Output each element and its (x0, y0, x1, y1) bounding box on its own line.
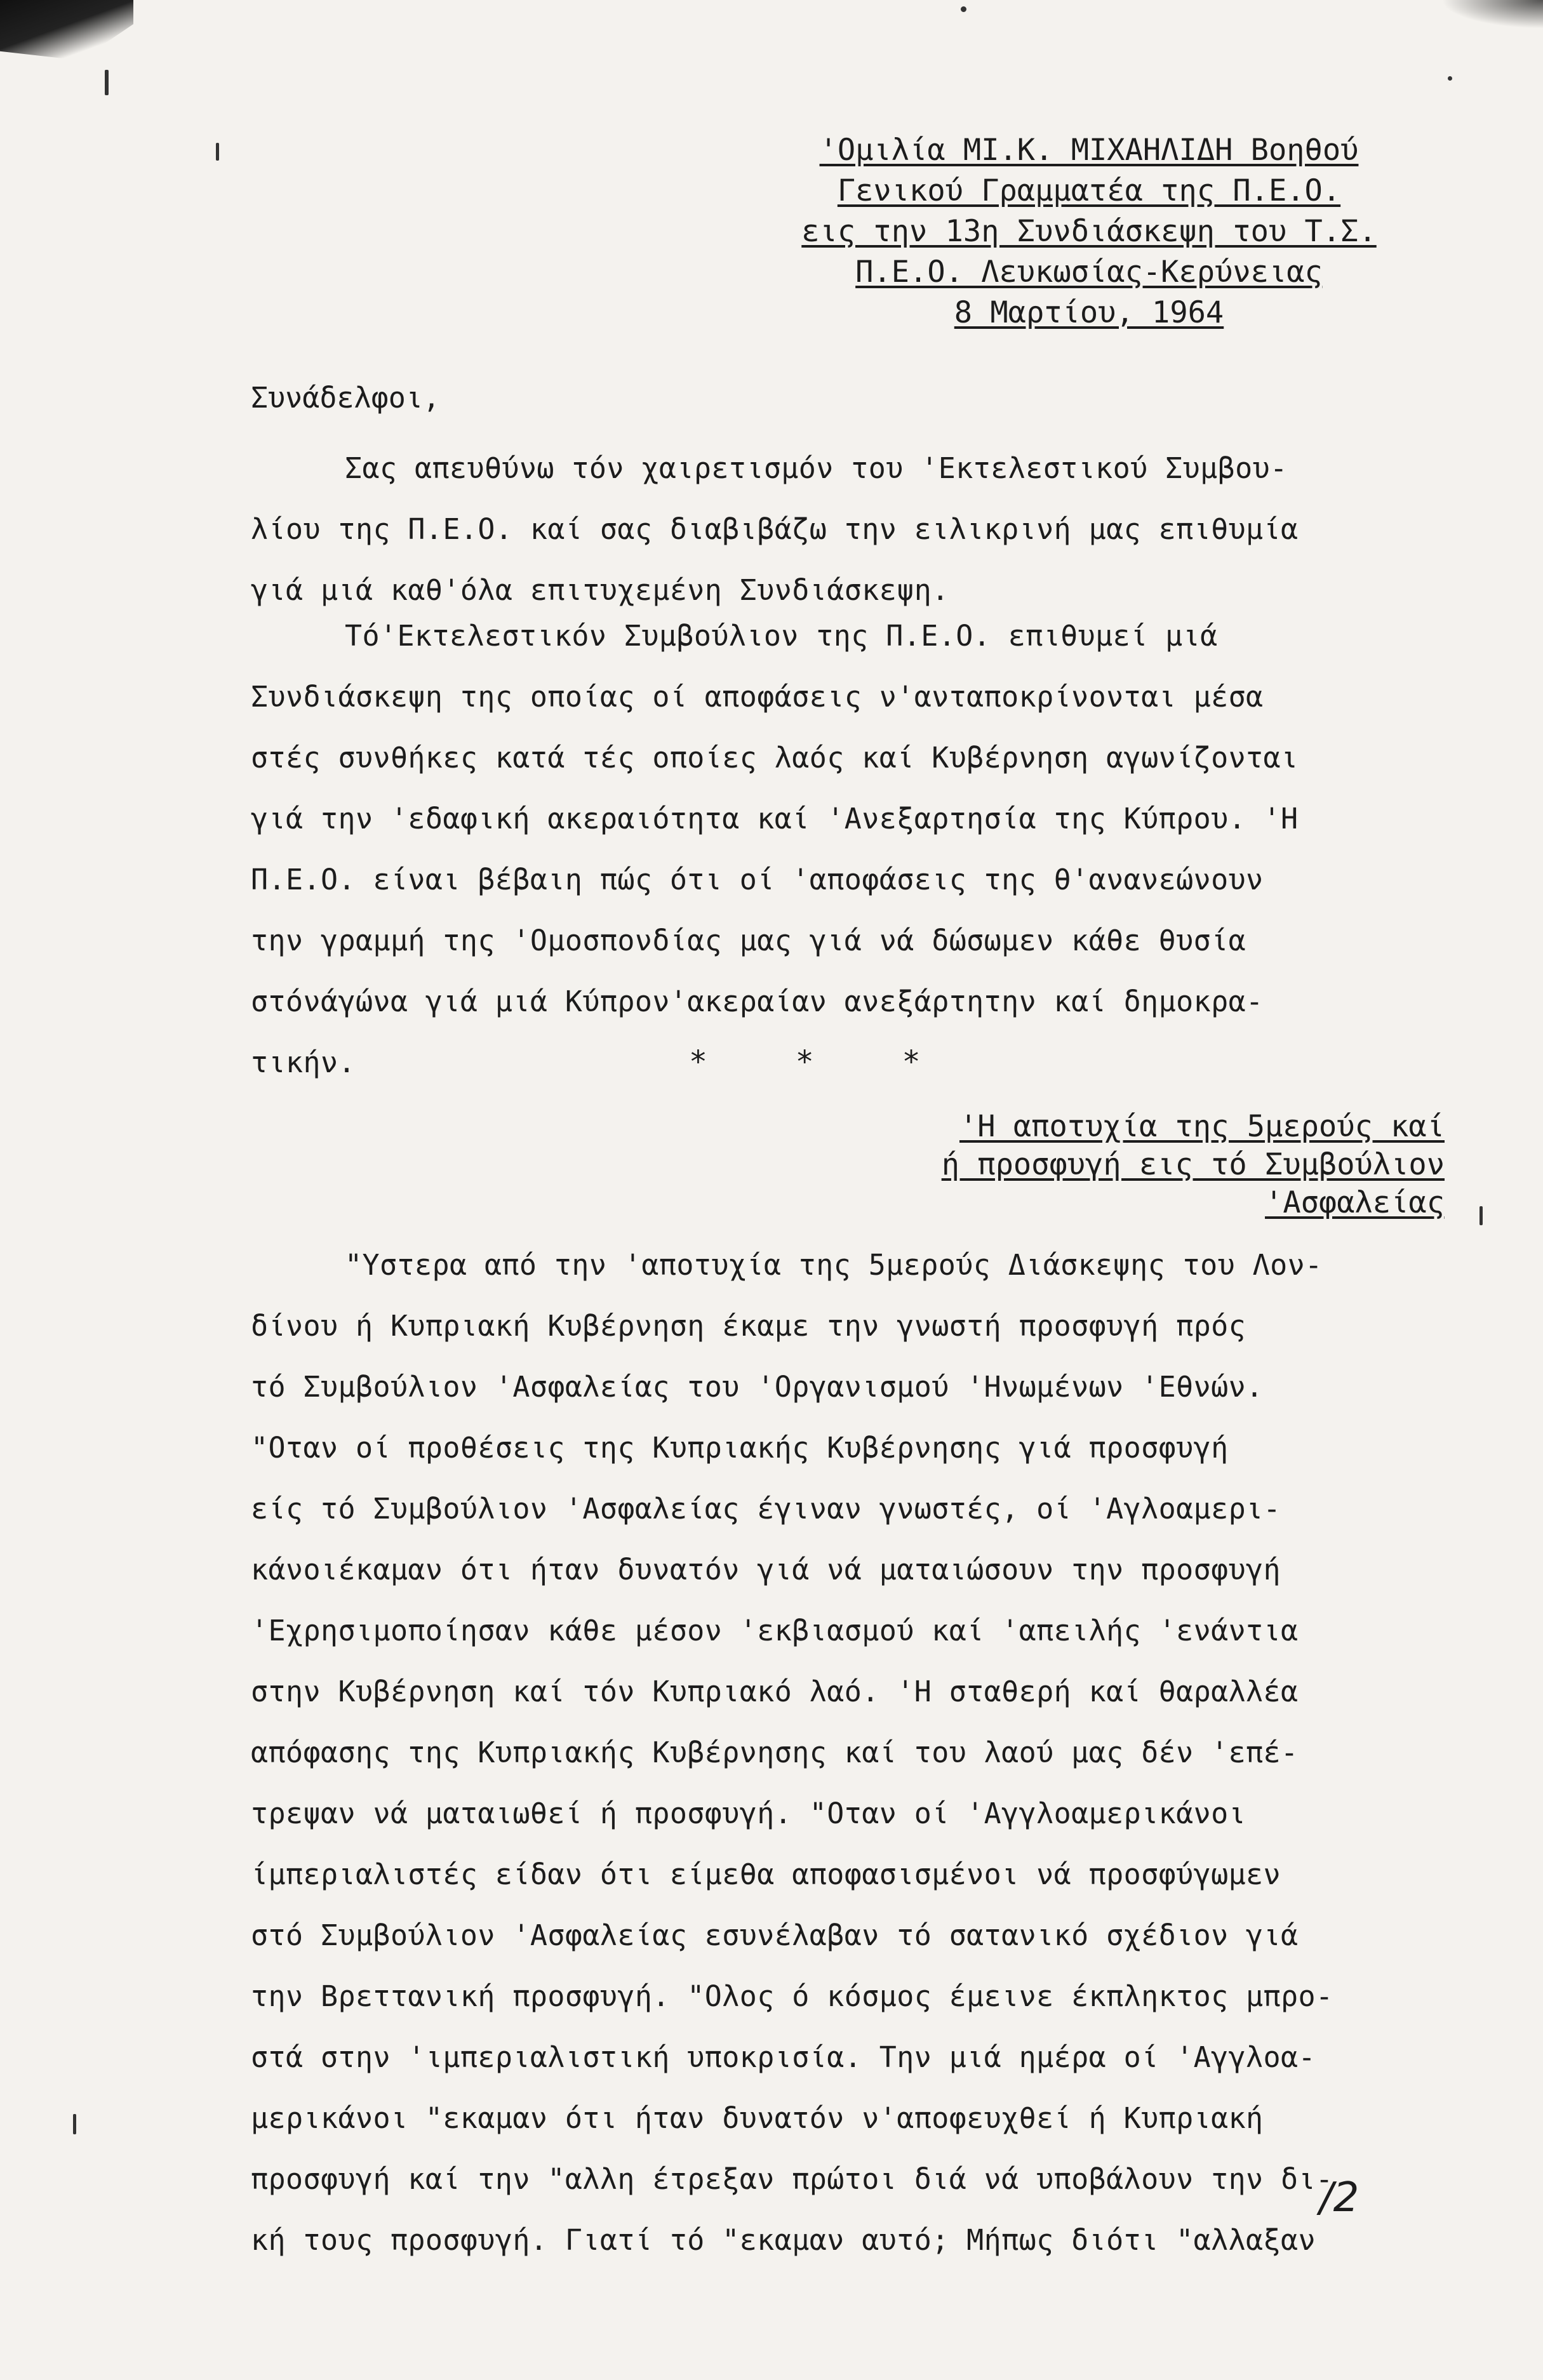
text-line: 'Εχρησιμοποίησαν κάθε μέσον 'εκβιασμού καί 'απειλής 'ενάντια (251, 1614, 1299, 1647)
header-line: εις την 13η Συνδιάσκεψη του Τ.Σ. (801, 214, 1377, 249)
scan-speck (1448, 76, 1452, 81)
text-line: "Οταν οί προθέσεις της Κυπριακής Κυβέρνησης γιά προσφυγή (251, 1431, 1229, 1465)
text-line: ίμπεριαλιστές είδαν ότι είμεθα αποφασισμένοι νά προσφύγωμεν (251, 1858, 1281, 1891)
header-date: 8 Μαρτίου, 1964 (954, 295, 1224, 330)
text-line: είς τό Συμβούλιον 'Ασφαλείας έγιναν γνωστές, οί 'Αγλοαμερι- (251, 1492, 1281, 1526)
scan-artifact-corner (0, 0, 133, 60)
text-line: κάνοιέκαμαν ότι ήταν δυνατόν γιά νά ματαιώσουν την προσφυγή (251, 1553, 1281, 1586)
scan-speck (216, 143, 219, 161)
paragraph-security-council (251, 1235, 1457, 2271)
text-line: λίου της Π.Ε.Ο. καί σας διαβιβάζω την ειλικρινή μας επιθυμία (251, 512, 1299, 546)
scan-artifact-corner-right (1441, 0, 1543, 29)
text-line: Συνδιάσκεψη της οποίας οί αποφάσεις ν'ανταποκρίνονται μέσα (251, 680, 1264, 714)
scan-speck (73, 2114, 76, 2134)
text-line: στές συνθήκες κατά τές οποίες λαός καί Κυβέρνηση αγωνίζονται (251, 741, 1299, 774)
text-line: τικήν. (251, 1046, 356, 1079)
text-line: Π.Ε.Ο. είναι βέβαιη πώς ότι οί 'αποφάσεις της θ'ανανεώνουν (251, 863, 1264, 896)
paragraph-executive-council (251, 606, 1457, 1093)
header-line: Γενικού Γραμματέα της Π.Ε.Ο. (837, 173, 1341, 208)
scan-speck (1480, 1206, 1483, 1225)
text-line: απόφασης της Κυπριακής Κυβέρνησης καί του λαού μας δέν 'επέ- (251, 1736, 1299, 1769)
text-line: γιά μιά καθ'όλα επιτυχεμένη Συνδιάσκεψη. (251, 573, 949, 607)
text-line: τό Συμβούλιον 'Ασφαλείας του 'Οργανισμού 'Ηνωμένων 'Εθνών. (251, 1370, 1264, 1404)
text-line: "Υστερα από την 'αποτυχία της 5μερούς Διάσκεψης του Λον- (345, 1248, 1323, 1282)
text-line: Τό'Εκτελεστικόν Συμβούλιον της Π.Ε.Ο. επιθυμεί μιά (345, 619, 1218, 653)
section-heading-line: 'Ασφαλείας (1265, 1185, 1445, 1220)
section-heading (886, 1108, 1445, 1222)
text-line: μερικάνοι "εκαμαν ότι ήταν δυνατόν ν'αποφευχθεί ή Κυπριακή (251, 2101, 1264, 2135)
text-line: στό Συμβούλιον 'Ασφαλείας εσυνέλαβαν τό σατανικό σχέδιον γιά (251, 1918, 1299, 1952)
scan-speck (961, 6, 966, 12)
section-heading-line: 'Η αποτυχία της 5μερούς καί (959, 1109, 1445, 1144)
text-line: στόνάγώνα γιά μιά Κύπρον'ακεραίαν ανεξάρτητην καί δημοκρα- (251, 985, 1264, 1018)
section-heading-line: ή προσφυγή εις τό Συμβούλιον (941, 1147, 1445, 1182)
text-line: Σας απευθύνω τόν χαιρετισμόν του 'Εκτελεστικού Συμβου- (345, 451, 1288, 485)
text-line: τρεψαν νά ματαιωθεί ή προσφυγή. "Οταν οί 'Αγγλοαμερικάνοι (251, 1797, 1246, 1830)
scan-speck (105, 70, 109, 95)
text-line: στην Κυβέρνηση καί τόν Κυπριακό λαό. 'Η σταθερή καί θαραλλέα (251, 1675, 1299, 1708)
text-line: στά στην 'ιμπεριαλιστική υποκρισία. Την μιά ημέρα οί 'Αγγλοα- (251, 2040, 1316, 2074)
page-number: /2 (1319, 2174, 1359, 2221)
section-separator: * * * (689, 1044, 921, 1080)
text-line: δίνου ή Κυπριακή Κυβέρνηση έκαμε την γνωστή προσφυγή πρός (251, 1309, 1246, 1343)
header-line: Π.Ε.Ο. Λευκωσίας-Κερύνειας (855, 255, 1323, 289)
text-line: προσφυγή καί την "αλλη έτρεξαν πρώτοι διά νά υποβάλουν την δι- (251, 2162, 1333, 2196)
speech-header (756, 130, 1422, 333)
text-line: την Βρεττανική προσφυγή. "Ολος ό κόσμος έμεινε έκπληκτος μπρο- (251, 1979, 1333, 2013)
text-line: κή τους προσφυγή. Γιατί τό "εκαμαν αυτό; Μήπως διότι "αλλαξαν (251, 2223, 1316, 2257)
paragraph-greeting (251, 438, 1457, 621)
header-line: 'Ομιλία ΜΙ.Κ. ΜΙΧΑΗΛΙΔΗ Βοηθού (819, 133, 1359, 168)
text-line: γιά την 'εδαφική ακεραιότητα καί 'Ανεξαρτησία της Κύπρου. 'Η (251, 802, 1299, 835)
salutation: Συνάδελφοι, (251, 381, 441, 415)
text-line: την γραμμή της 'Ομοσπονδίας μας γιά νά δώσωμεν κάθε θυσία (251, 924, 1246, 957)
